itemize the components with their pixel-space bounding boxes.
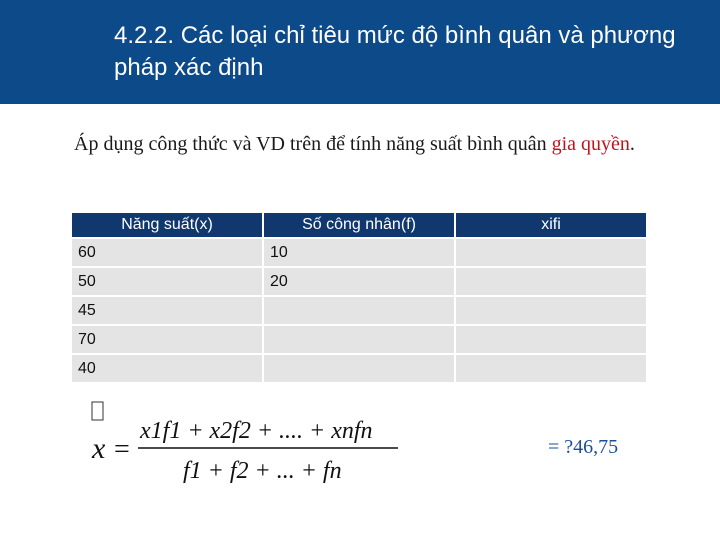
- intro-period: .: [629, 133, 635, 155]
- table-row: [72, 326, 646, 353]
- header-so-cong-nhan: Số công nhân(f): [264, 213, 454, 237]
- cell-xifi: [456, 268, 646, 295]
- cell-f: [264, 355, 454, 382]
- cell-xifi: [456, 297, 646, 324]
- table-row: [72, 268, 646, 295]
- intro-text: Áp dụng công thức và VD trên để tính năng suất bình quân: [74, 133, 552, 155]
- cell-x: 40: [72, 355, 262, 382]
- intro-highlight: gia quyền: [551, 133, 630, 155]
- cell-xifi: [456, 326, 646, 353]
- table-row: [72, 355, 646, 382]
- cell-x: 70: [72, 326, 262, 353]
- cell-x: 50: [72, 268, 262, 295]
- cell-f: [264, 326, 454, 353]
- result-value: = ?46,75: [548, 436, 619, 458]
- cell-xifi: [456, 355, 646, 382]
- cell-f: 10: [264, 239, 454, 266]
- formula-denominator: f1 + f2 + ... + fn: [183, 458, 342, 484]
- cell-x: 45: [72, 297, 262, 324]
- data-table: [70, 211, 648, 384]
- formula-graphic: [88, 400, 428, 500]
- cell-f: 20: [264, 268, 454, 295]
- formula-numerator: x1f1 + x2f2 + .... + xnfn: [140, 418, 373, 444]
- title-bar: [0, 0, 720, 104]
- slide-title: 4.2.2. Các loại chỉ tiêu mức độ bình quân và phương pháp xác định: [114, 22, 676, 81]
- table-header-row: [72, 213, 646, 237]
- intro-paragraph: [74, 131, 694, 158]
- weighted-mean-formula: [88, 400, 428, 500]
- table-row: [72, 239, 646, 266]
- cell-xifi: [456, 239, 646, 266]
- missing-glyph-box: [92, 402, 103, 420]
- cell-f: [264, 297, 454, 324]
- cell-x: 60: [72, 239, 262, 266]
- header-nang-suat: Năng suất(x): [72, 213, 262, 237]
- formula-lhs: x: [92, 432, 106, 465]
- table-row: [72, 297, 646, 324]
- formula-equals: =: [114, 434, 130, 465]
- header-xifi: xifi: [456, 213, 646, 237]
